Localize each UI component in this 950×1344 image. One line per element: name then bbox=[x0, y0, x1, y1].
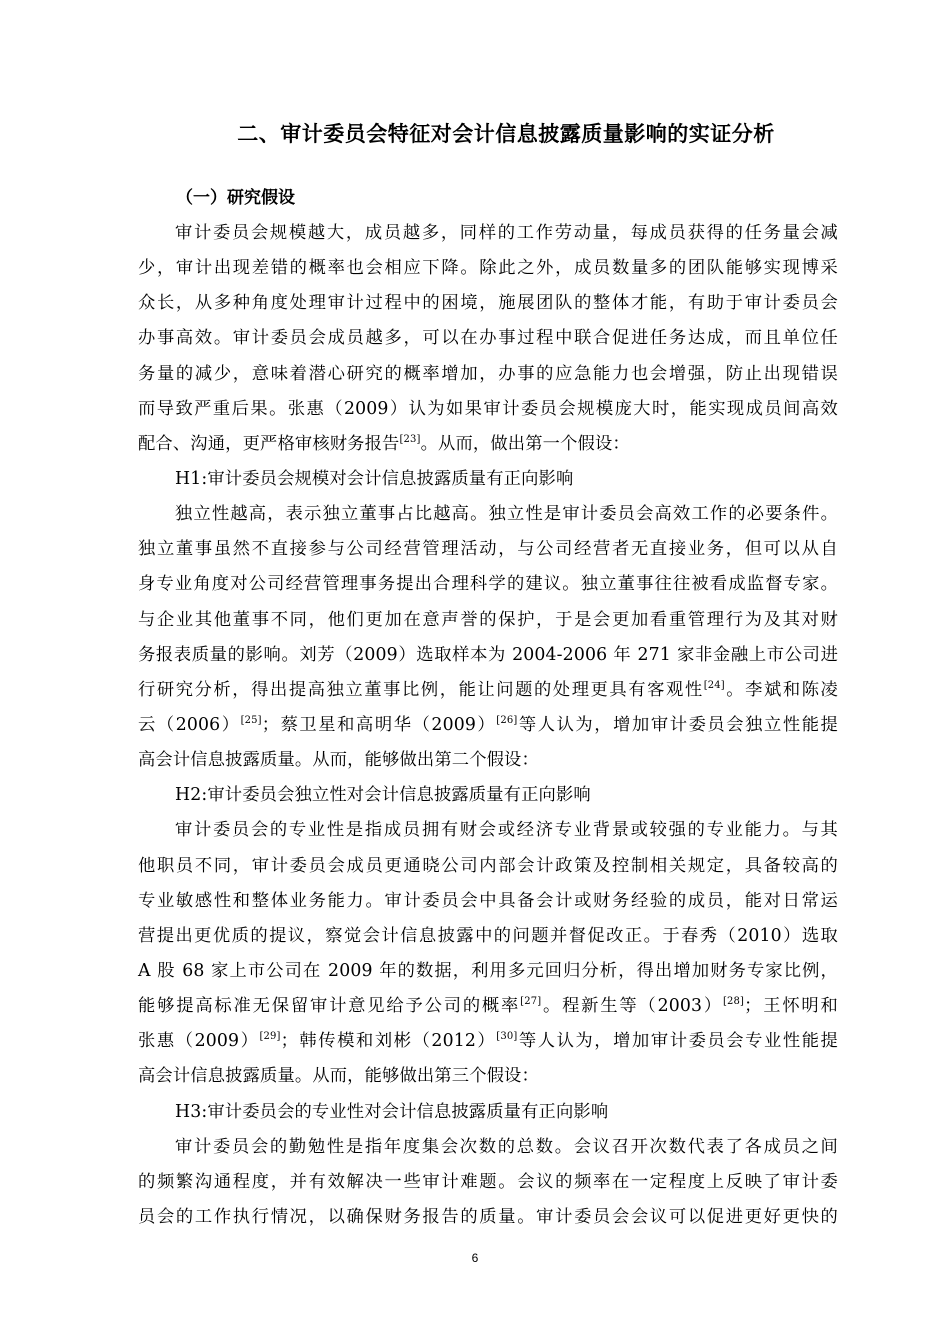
paragraph-1-line: 而导致严重后果。张惠（2009）认为如果审计委员会规模庞大时，能实现成员间高效 bbox=[138, 398, 838, 419]
page-number: 6 bbox=[471, 1251, 479, 1265]
text-run: 等人认为，增加审计委员会专业性能提 bbox=[517, 1031, 838, 1052]
paragraph-1-line bbox=[138, 427, 838, 462]
paragraph-2-line: 身专业角度对公司经营管理事务提出合理科学的建议。独立董事往往被看成监督专家。 bbox=[138, 574, 838, 595]
paragraph-3-line bbox=[138, 989, 838, 1024]
paragraph-1-line: 审计委员会规模越大，成员越多，同样的工作劳动量，每成员获得的任务量会减 bbox=[175, 223, 838, 243]
text-run: 能够提高标准无保留审计意见给予公司的概率 bbox=[138, 996, 521, 1017]
text-run: 等人认为，增加审计委员会独立性能提 bbox=[517, 714, 838, 735]
chapter-title: 二、审计委员会特征对会计信息披露质量影响的实证分析 bbox=[237, 122, 775, 146]
citation-ref: [23] bbox=[399, 433, 421, 445]
paragraph-2-line bbox=[138, 708, 838, 743]
text-run: 配合、沟通，更严格审核财务报告 bbox=[138, 433, 400, 454]
citation-ref: [29] bbox=[259, 1031, 281, 1043]
section-heading: （一）研究假设 bbox=[176, 188, 295, 208]
paragraph-2-line: 独立性越高，表示独立董事占比越高。独立性是审计委员会高效工作的必要条件。 bbox=[175, 504, 838, 525]
hypothesis-h3: H3:审计委员会的专业性对会计信息披露质量有正向影响 bbox=[175, 1101, 609, 1122]
paragraph-1-line: 务量的减少，意味着潜心研究的概率增加，办事的应急能力也会增强，防止出现错误 bbox=[138, 363, 838, 384]
paragraph-1-line: 少，审计出现差错的概率也会相应下降。除此之外，成员数量多的团队能够实现博采 bbox=[138, 258, 838, 279]
paragraph-3-line: 高会计信息披露质量。从而，能够做出第三个假设： bbox=[138, 1066, 539, 1087]
paragraph-3-line: 审计委员会的专业性是指成员拥有财会或经济专业背景或较强的专业能力。与其 bbox=[175, 820, 838, 841]
paragraph-3-line: A 股 68 家上市公司在 2009 年的数据，利用多元回归分析，得出增加财务专家比例， bbox=[138, 960, 838, 981]
text-run: 行研究分析，得出提高独立董事比例，能让问题的处理更具有客观性 bbox=[138, 679, 704, 700]
hypothesis-h2: H2:审计委员会独立性对会计信息披露质量有正向影响 bbox=[175, 785, 591, 806]
paragraph-3-line bbox=[138, 1024, 838, 1059]
paragraph-4-line: 员会的工作执行情况，以确保财务报告的质量。审计委员会会议可以促进更好更快的 bbox=[138, 1206, 838, 1227]
text-run: ；韩传模和刘彬（2012） bbox=[280, 1031, 497, 1052]
paragraph-1-line: 办事高效。审计委员会成员越多，可以在办事过程中联合促进任务达成，而且单位任 bbox=[138, 328, 838, 349]
citation-ref: [26] bbox=[496, 714, 518, 726]
paragraph-3-line: 专业敏感性和整体业务能力。审计委员会中具备会计或财务经验的成员，能对日常运 bbox=[138, 890, 838, 911]
paragraph-1-line: 众长，从多种角度处理审计过程中的困境，施展团队的整体才能，有助于审计委员会 bbox=[138, 293, 838, 314]
text-run: 。程新生等（2003） bbox=[541, 996, 723, 1017]
text-run: ；蔡卫星和高明华（2009） bbox=[261, 714, 497, 735]
citation-ref: [30] bbox=[496, 1031, 518, 1043]
text-run: 。从而，做出第一个假设： bbox=[420, 433, 630, 454]
text-run: 。李斌和陈凌 bbox=[724, 679, 838, 700]
paragraph-3-line: 营提出更优质的提议，察觉会计信息披露中的问题并督促改正。于春秀（2010）选取 bbox=[138, 925, 838, 946]
paragraph-2-line: 独立董事虽然不直接参与公司经营管理活动，与公司经营者无直接业务，但可以从自 bbox=[138, 539, 838, 560]
paragraph-4-line: 的频繁沟通程度，并有效解决一些审计难题。会议的频率在一定程度上反映了审计委 bbox=[138, 1171, 838, 1192]
citation-ref: [25] bbox=[240, 714, 262, 726]
text-run: ；王怀明和 bbox=[744, 996, 838, 1017]
citation-ref: [28] bbox=[722, 996, 745, 1008]
paragraph-4-line: 审计委员会的勤勉性是指年度集会次数的总数。会议召开次数代表了各成员之间 bbox=[175, 1136, 838, 1157]
text-run: 云（2006） bbox=[138, 714, 241, 735]
paragraph-2-line: 与企业其他董事不同，他们更加在意声誉的保护，于是会更加看重管理行为及其对财 bbox=[138, 609, 838, 630]
paragraph-2-line: 高会计信息披露质量。从而，能够做出第二个假设： bbox=[138, 750, 539, 771]
paragraph-2-line: 务报表质量的影响。刘芳（2009）选取样本为 2004-2006 年 271 家非金融上市公司进 bbox=[138, 644, 838, 665]
citation-ref: [27] bbox=[520, 996, 542, 1008]
text-run: 张惠（2009） bbox=[138, 1031, 260, 1052]
paragraph-2-line bbox=[138, 673, 838, 708]
paragraph-3-line: 他职员不同，审计委员会成员更通晓公司内部会计政策及控制相关规定，具备较高的 bbox=[138, 855, 838, 876]
citation-ref: [24] bbox=[703, 679, 725, 691]
body-text bbox=[138, 216, 838, 1235]
hypothesis-h1: H1:审计委员会规模对会计信息披露质量有正向影响 bbox=[175, 468, 574, 489]
